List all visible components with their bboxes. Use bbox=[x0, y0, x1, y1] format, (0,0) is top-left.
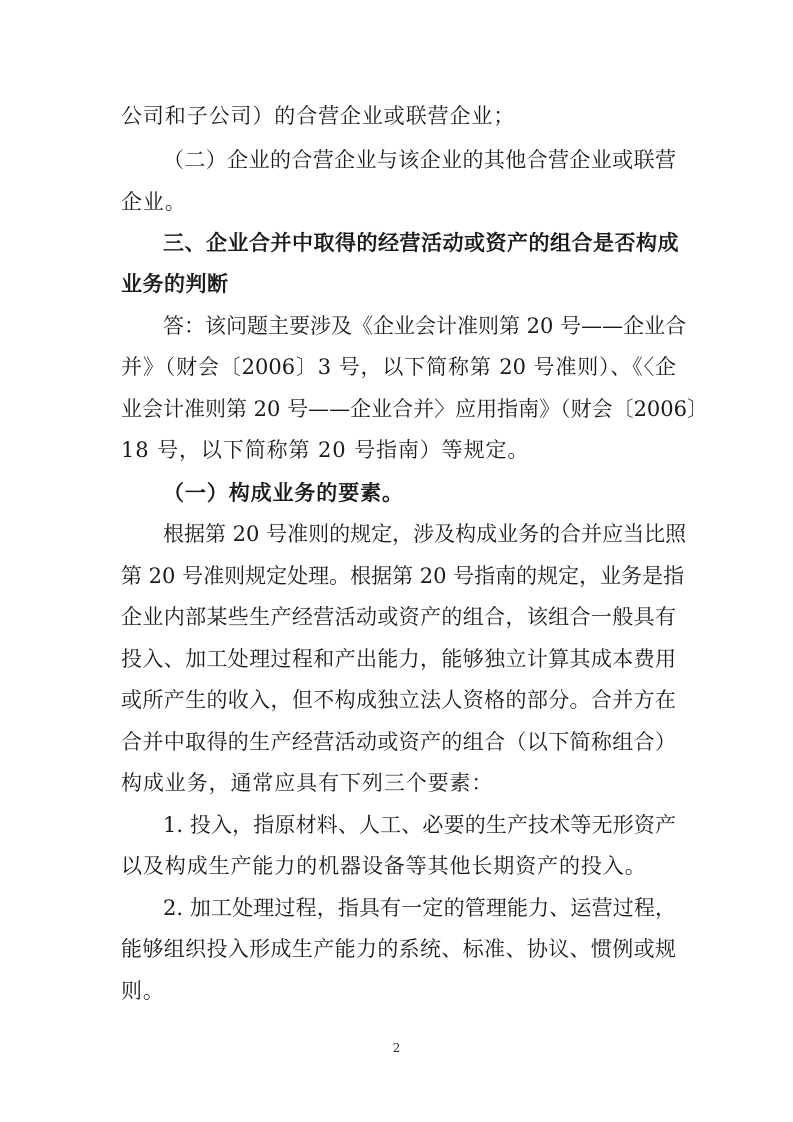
text-line: 能够组织投入形成生产能力的系统、标准、协议、惯例或规 bbox=[121, 937, 676, 961]
text-line: 则。 bbox=[121, 979, 165, 1003]
text-line: 构成业务，通常应具有下列三个要素： bbox=[121, 771, 494, 795]
section-heading: 三、企业合并中取得的经营活动或资产的组合是否构成 bbox=[163, 231, 679, 255]
text-line: 第 20 号准则规定处理。根据第 20 号指南的规定，业务是指 bbox=[121, 564, 685, 588]
text-line: 投入、加工处理过程和产出能力，能够独立计算其成本费用 bbox=[121, 647, 676, 671]
text-line: 合并中取得的生产经营活动或资产的组合（以下简称组合） bbox=[121, 730, 676, 754]
subsection-heading: （一）构成业务的要素。 bbox=[163, 480, 404, 505]
text-line: 公司和子公司）的合营企业或联营企业； bbox=[121, 104, 516, 128]
section-heading: 业务的判断 bbox=[121, 272, 229, 296]
text-line: 根据第 20 号准则的规定，涉及构成业务的合并应当比照 bbox=[163, 522, 687, 546]
text-line: 1. 投入，指原材料、人工、必要的生产技术等无形资产 bbox=[163, 813, 676, 837]
text-line: 业会计准则第 20 号——企业合并〉应用指南》（财会〔2006〕 bbox=[121, 397, 709, 421]
text-line: （二）企业的合营企业与该企业的其他合营企业或联营 bbox=[163, 148, 676, 172]
text-line: 答：该问题主要涉及《企业会计准则第 20 号——企业合 bbox=[163, 314, 687, 338]
text-line: 以及构成生产能力的机器设备等其他长期资产的投入。 bbox=[121, 854, 647, 878]
text-line: 或所产生的收入，但不构成独立法人资格的部分。合并方在 bbox=[121, 688, 676, 712]
text-line: 18 号，以下简称第 20 号指南）等规定。 bbox=[121, 438, 530, 462]
text-line: 企业内部某些生产经营活动或资产的组合，该组合一般具有 bbox=[121, 605, 676, 629]
text-line: 并》（财会〔2006〕3 号，以下简称第 20 号准则）、《〈企 bbox=[121, 355, 676, 379]
text-line: 企业。 bbox=[121, 190, 187, 214]
page-number: 2 bbox=[392, 1041, 401, 1055]
text-line: 2. 加工处理过程，指具有一定的管理能力、运营过程， bbox=[163, 896, 676, 920]
